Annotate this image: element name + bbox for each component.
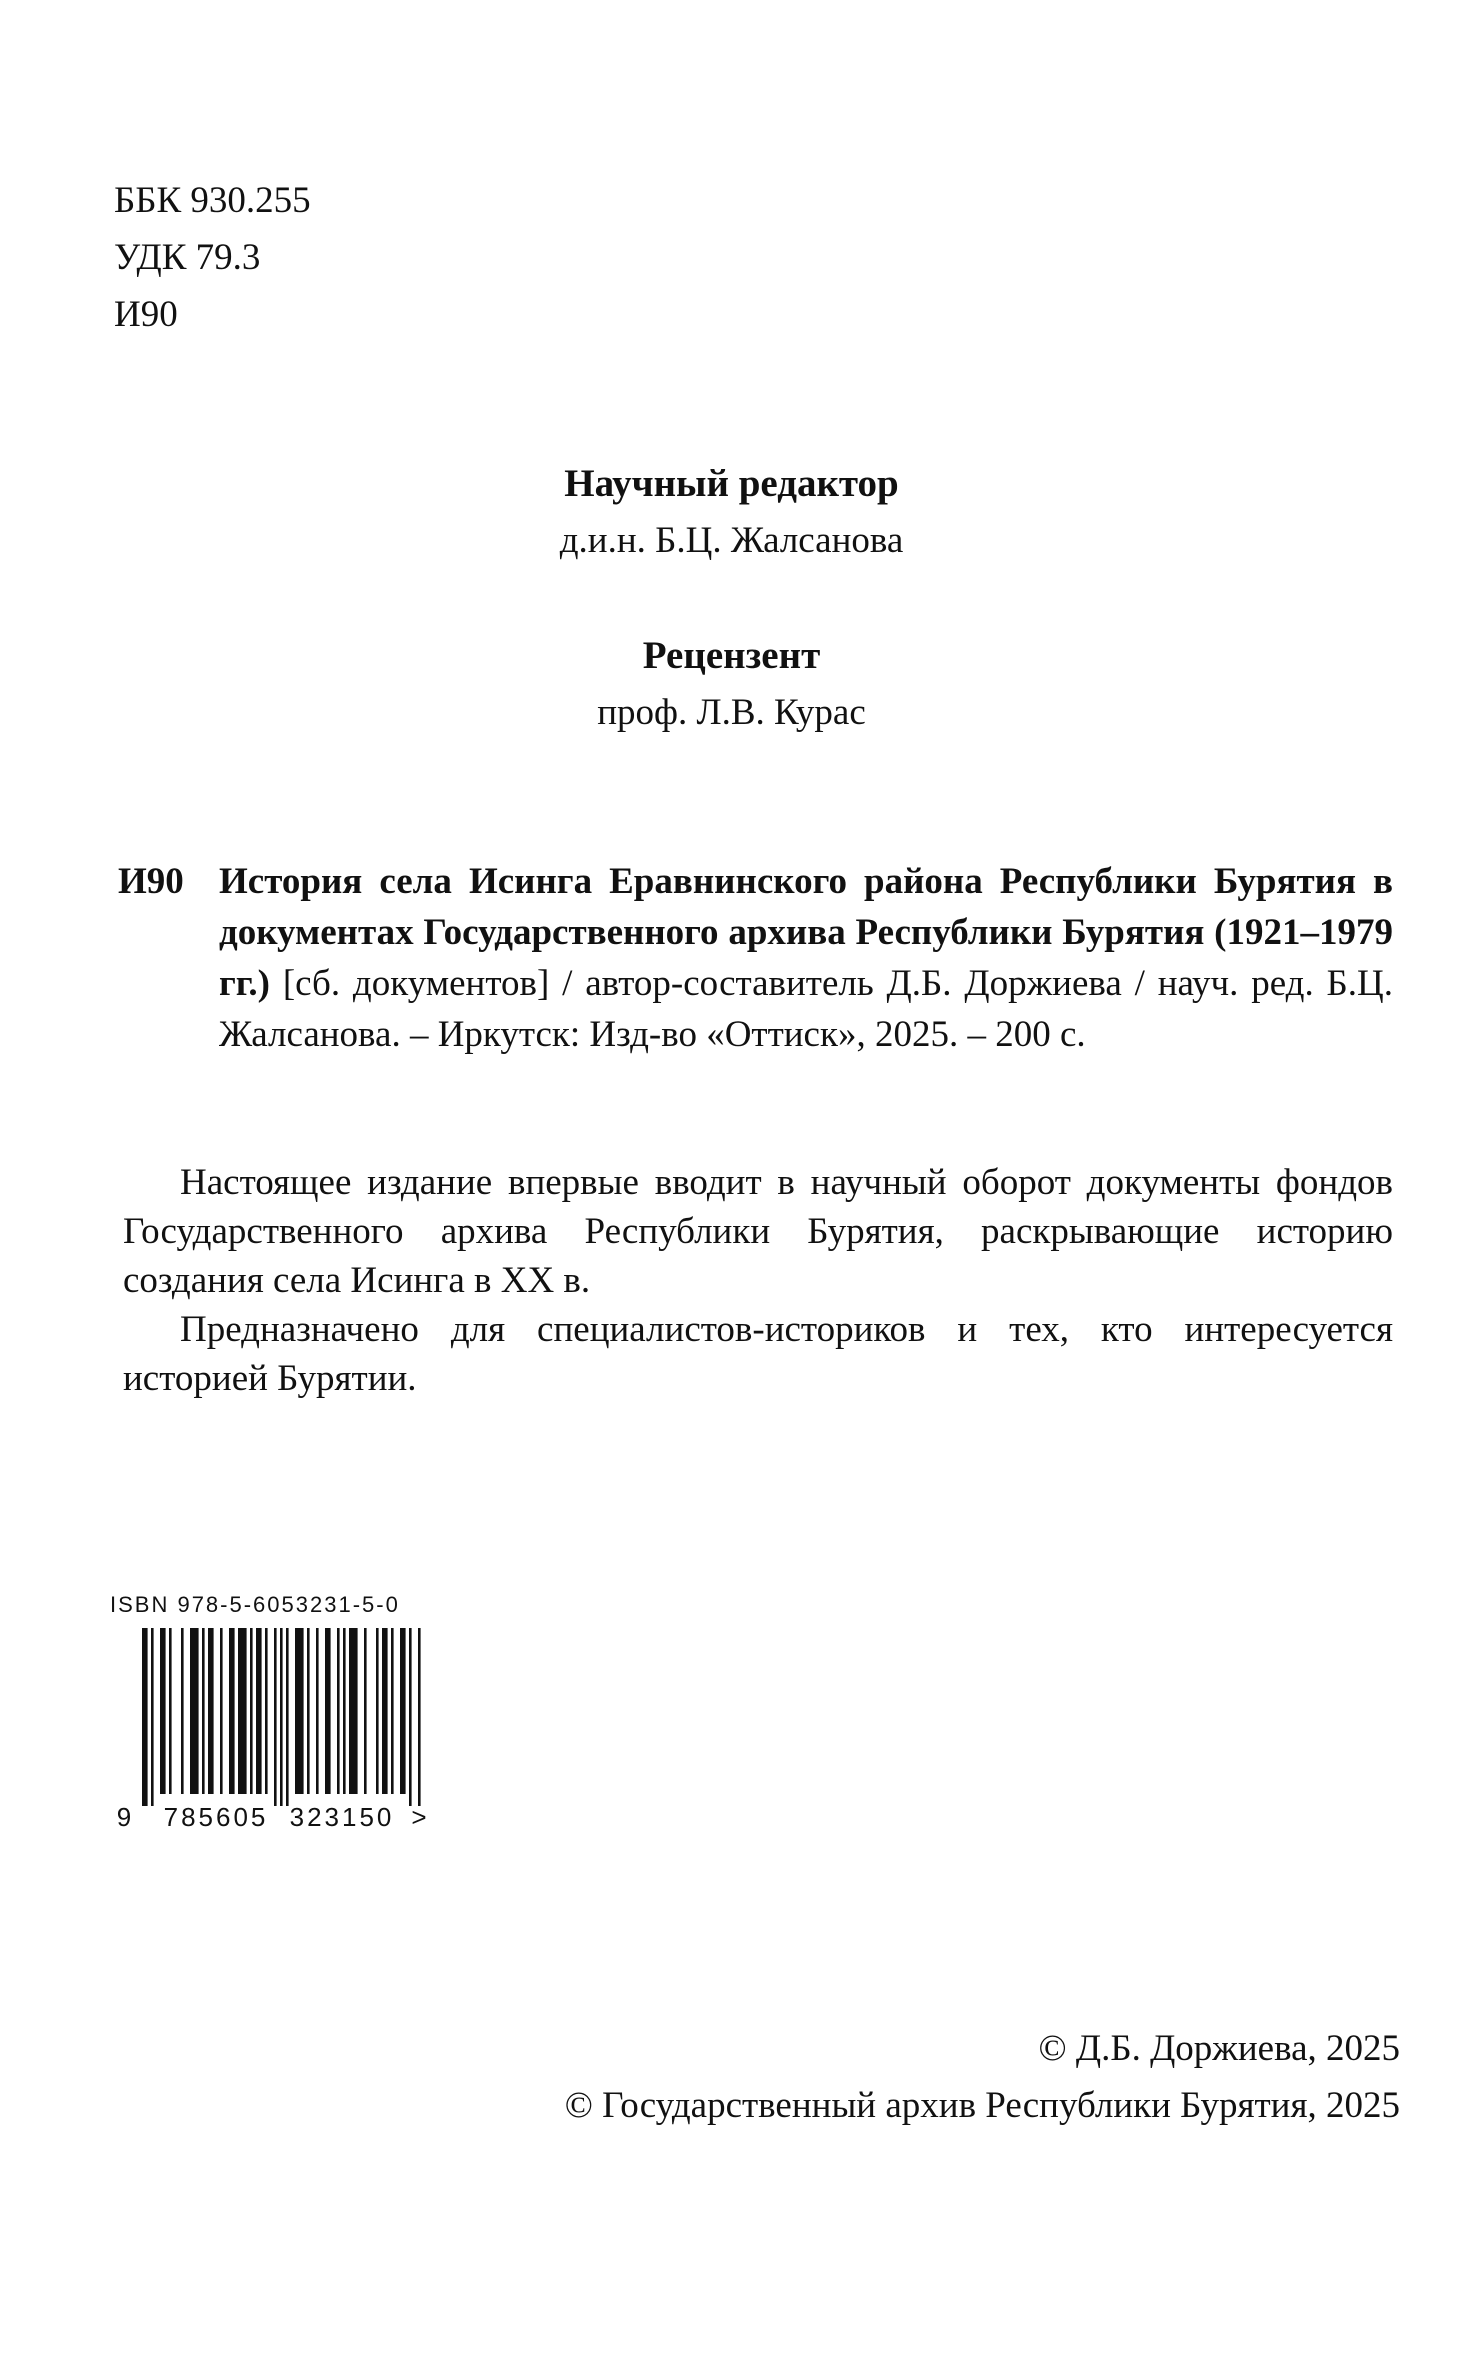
record-title: История села Исинга Еравнинского района Республики Бурятия в документах Государственного архива Республики Бурятия (1921–1979 гг.) (219, 861, 1393, 1004)
barcode-bar (325, 1628, 331, 1794)
barcode-bar (337, 1628, 340, 1794)
barcode-bar (391, 1628, 394, 1794)
barcode-bar (169, 1628, 172, 1794)
barcode-bar (376, 1628, 379, 1794)
barcode-bar (286, 1628, 289, 1806)
editor-heading: Научный редактор (564, 462, 899, 505)
copyright-block (565, 2020, 1400, 2134)
barcode-bar (190, 1628, 199, 1794)
barcode-group-left: 785605 (163, 1802, 269, 1828)
barcode-bar (202, 1628, 205, 1794)
scan-mark (1008, 0, 1010, 2)
record-details: [сб. документов] / автор-составитель Д.Б. Доржиева / науч. ред. Б.Ц. Жалсанова. – Иркутск: Изд-во «Оттиск», 2025. – 200 с. (219, 963, 1394, 1055)
barcode-bar (238, 1628, 247, 1794)
barcode-bar (265, 1628, 268, 1794)
barcode-bar (418, 1628, 421, 1806)
barcode-bar (343, 1628, 346, 1794)
editor-name: д.и.н. Б.Ц. Жалсанова (559, 520, 904, 561)
barcode-bar (316, 1628, 319, 1794)
record-text (219, 856, 1393, 1060)
barcode-bars (142, 1628, 421, 1806)
annotation-paragraph-2: Предназначено для специалистов-историков и тех, кто интересуется историей Бурятии. (123, 1309, 1393, 1399)
reviewer-name: проф. Л.В. Курас (597, 692, 866, 733)
author-mark: И90 (114, 294, 178, 335)
barcode-bar (280, 1628, 283, 1806)
barcode-bar (307, 1628, 310, 1794)
barcode-bar (160, 1628, 166, 1794)
barcode-arrow: > (411, 1802, 427, 1828)
barcode-bar (142, 1628, 148, 1806)
barcode-bar (382, 1628, 388, 1794)
copyright-archive: © Государственный архив Республики Бурятия, 2025 (564, 2085, 1400, 2126)
bbk-code: ББК 930.255 (114, 180, 311, 221)
barcode-bar (256, 1628, 262, 1794)
annotation (123, 1158, 1393, 1403)
barcode-bar (274, 1628, 277, 1806)
classification-codes (114, 172, 311, 343)
isbn-barcode (106, 1628, 446, 1828)
barcode-bar (409, 1628, 412, 1806)
barcode-bar (220, 1628, 223, 1794)
barcode-bar (181, 1628, 184, 1794)
barcode-group-right: 323150 (289, 1802, 395, 1828)
barcode-bar (208, 1628, 214, 1794)
isbn-label: ISBN 978-5-6053231-5-0 (110, 1592, 400, 1617)
annotation-paragraph-1: Настоящее издание впервые вводит в научный оборот документы фондов Государственного архива Республики Бурятия, раскрывающие историю создания села Исинга в XX в. (123, 1162, 1393, 1301)
barcode-bar (229, 1628, 235, 1794)
udk-code: УДК 79.3 (114, 237, 261, 278)
barcode-bar (250, 1628, 253, 1794)
barcode-bar (364, 1628, 367, 1794)
reviewer-heading: Рецензент (642, 634, 821, 677)
barcode-digit-first: 9 (116, 1802, 132, 1828)
barcode-bar (151, 1628, 154, 1806)
barcode-bar (295, 1628, 304, 1794)
barcode-bar (349, 1628, 358, 1794)
editor-block (0, 455, 1463, 569)
copyright-author: © Д.Б. Доржиева, 2025 (1038, 2028, 1400, 2069)
reviewer-block (0, 627, 1463, 741)
bibliographic-record (118, 856, 1393, 1060)
record-index: И90 (118, 861, 184, 902)
barcode-bar (400, 1628, 406, 1794)
